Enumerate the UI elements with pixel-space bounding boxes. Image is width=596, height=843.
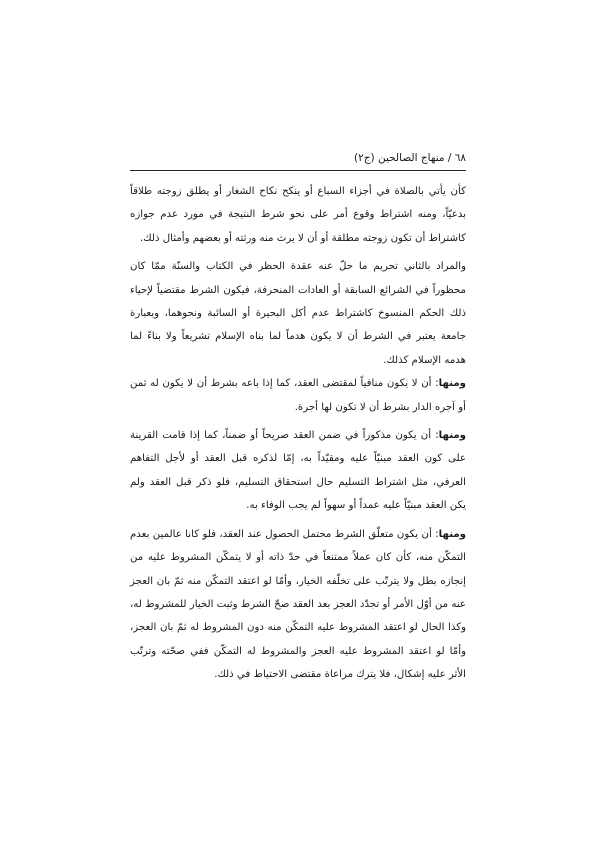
header-separator: / <box>444 152 455 164</box>
book-title: منهاج الصالحين (ج٢) <box>354 152 445 164</box>
page-number: ٦٨ <box>454 152 466 164</box>
paragraph <box>130 424 466 518</box>
page-body <box>130 180 466 687</box>
paragraph-text: والمراد بالثاني تحريم ما حلّ عنه عقدة الحظر في الكتاب والسنّة ممّا كان محظوراً في الشرائع السابقة أو العادات المنحرفة، فيكون الشرط مقتضياً لإحياء ذلك الحكم المنسوخ كاشتراط عدم أكل البحيرة أو السائبة ونحوهما، وبعبارة جامعة يعتبر في الشرط أن لا يكون هدماً لما بناه الإسلام تشريعاً ولا بناءً لما هدمه الإسلام كذلك. <box>130 261 466 366</box>
header-rule <box>130 170 466 171</box>
paragraph-lead: ومنها <box>438 430 466 442</box>
paragraph <box>130 523 466 687</box>
paragraph-text: : أن يكون متعلّق الشرط محتمل الحصول عند العقد، فلو كانا عالمين بعدم التمكّن منه، كأن كان عملاً ممتنعاً في حدّ ذاته أو لا يتمكّن المشروط عليه من إنجازه بطل ولا يترتّب على تخلّفه الخيار، وأمّا لو اعتقد التمكّن منه ثمّ بان العجز عنه من أوّل الأمر أو تجدّد العجز بعد العقد صحّ الشرط وثبت الخيار للمشروط له، وكذا الحال لو اعتقد المشروط عليه التمكّن منه دون المشروط له ثمّ بان العجز، وأمّا لو اعتقد المشروط عليه العجز والمشروط له التمكّن ففي صحّته وترتّب الأثر عليه إشكال، فلا يترك مراعاة مقتضى الاحتياط في ذلك. <box>130 528 466 681</box>
paragraph-text: : أن يكون مذكوراً في ضمن العقد صريحاً أو ضمناً، كما إذا قامت القرينة على كون العقد مبنيّاً عليه ومقيّداً به، إمّا لذكره قبل العقد أو لأجل التفاهم العرفي، مثل اشتراط التسليم حال استحقاق التسليم، فلو ذكر قبل العقد ولم يكن العقد مبنيّاً عليه عمداً أو سهواً لم يجب الوفاء به. <box>130 430 466 512</box>
paragraph <box>130 180 466 250</box>
paragraph-text: كأن يأتي بالصلاة في أجزاء السباع أو ينكح نكاح الشغار أو يطلق زوجته طلاقاً بدعيّاً، ومنه اشتراط وقوع أمر على نحو شرط النتيجة في مورد عدم جوازه كاشتراط أن تكون زوجته مطلقة أو أن لا يرث منه ورثته أو بعضهم وأمثال ذلك. <box>130 186 466 244</box>
paragraph-lead: ومنها <box>438 528 466 540</box>
paragraph-text: : أن لا يكون منافياً لمقتضى العقد، كما إذا باعه بشرط أن لا يكون له ثمن أو آجره الدار بشرط أن لا تكون لها أجرة. <box>130 378 466 413</box>
paragraph <box>130 372 466 419</box>
paragraph-lead: ومنها <box>438 378 466 390</box>
paragraph <box>130 255 466 372</box>
running-header <box>130 151 466 165</box>
